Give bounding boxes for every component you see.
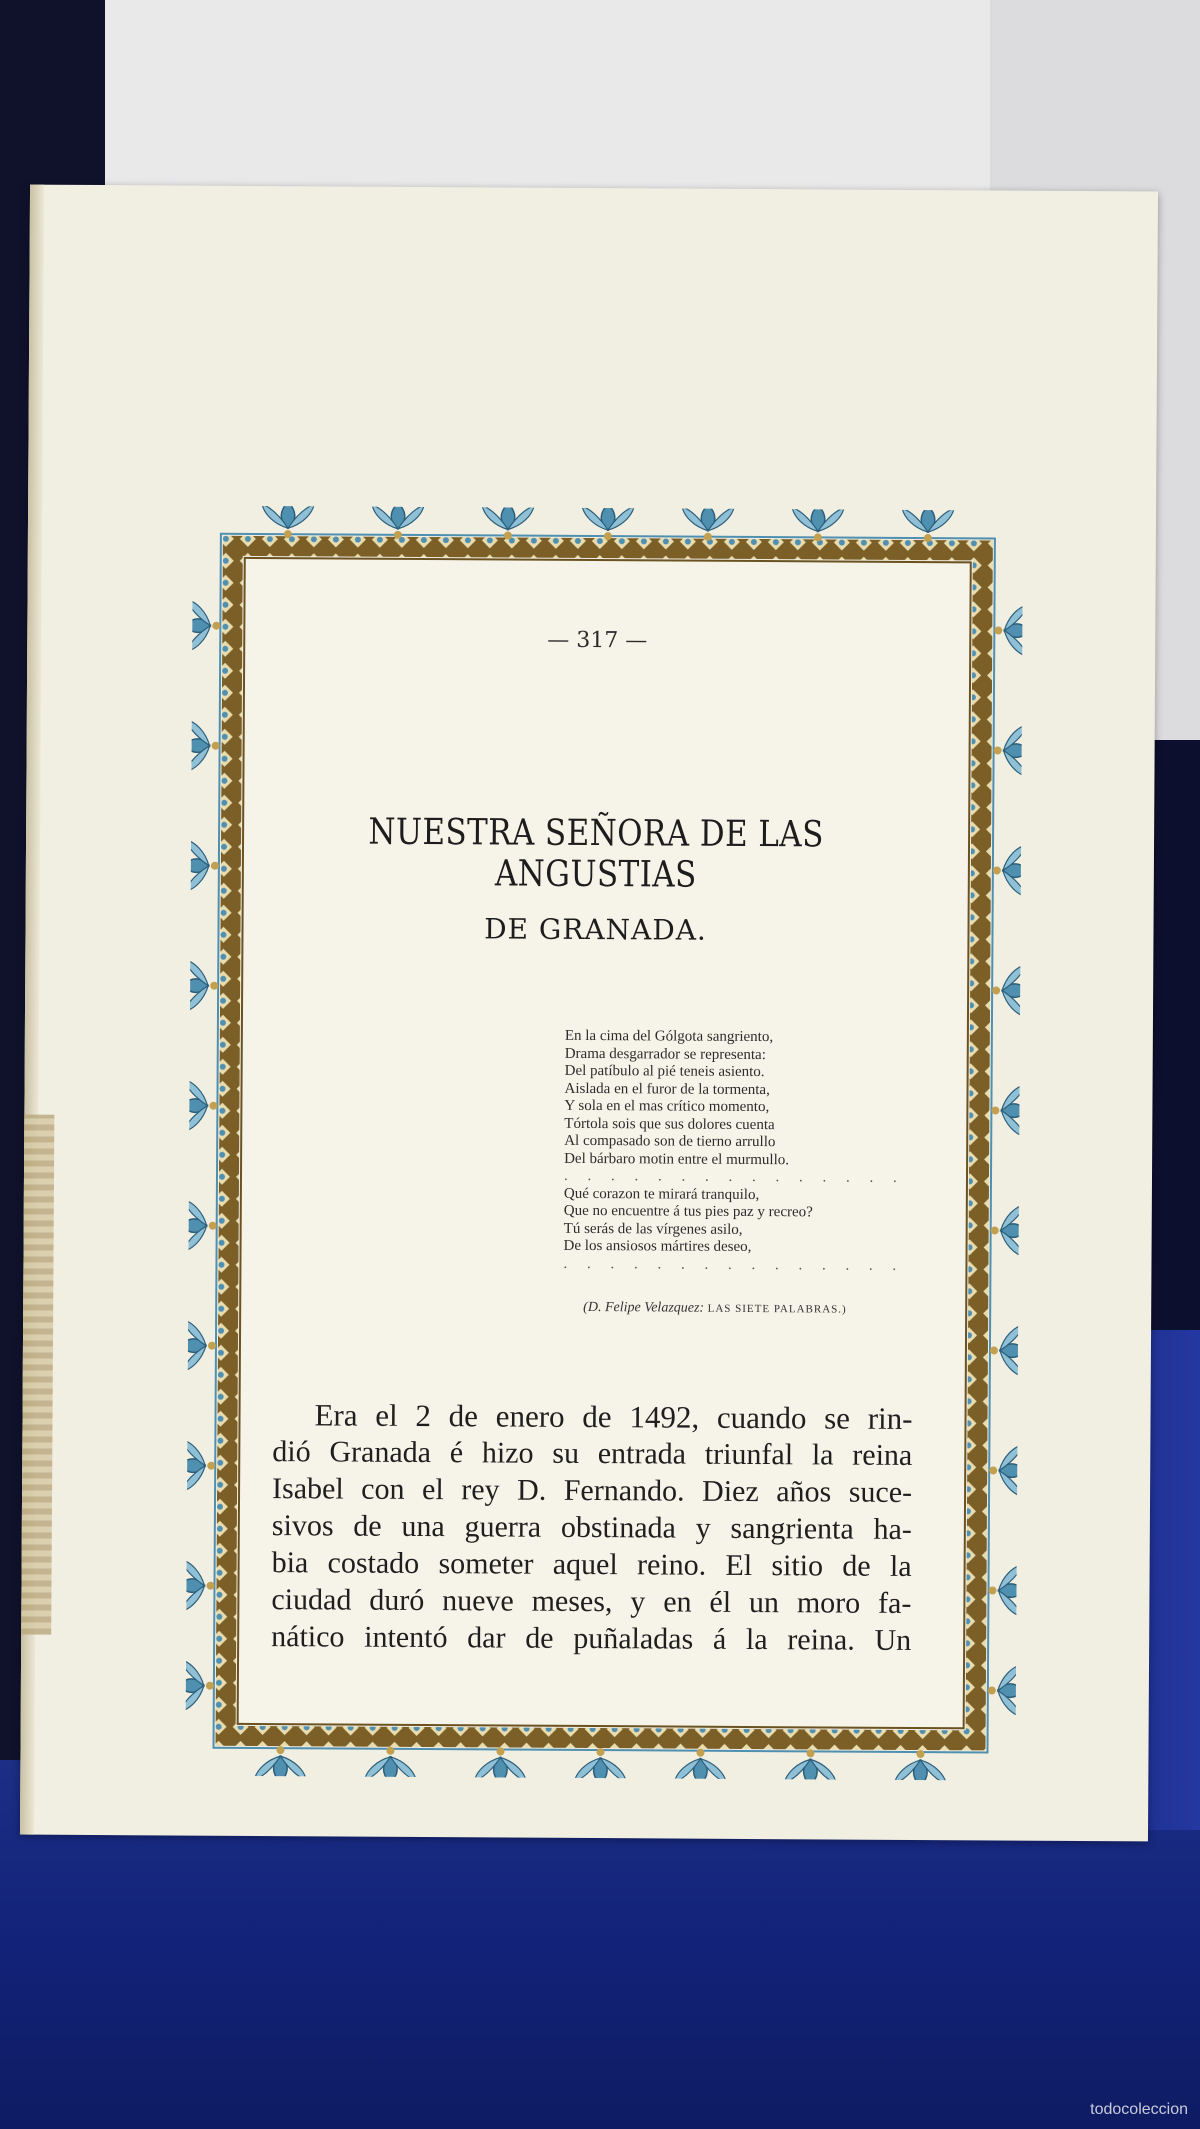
page-number: — 317 — xyxy=(547,627,648,654)
body-line: bia costado someter aquel reino. El sitio de la xyxy=(271,1546,912,1583)
poem-ellipsis: . . . . . . . . . . . . . . . xyxy=(563,1255,905,1274)
poem-line: Qué corazon te mirará tranquilo, xyxy=(563,1185,760,1203)
body-line: dió Granada é hizo su entrada triunfal la reina xyxy=(272,1435,913,1472)
chapter-subtitle: DE GRANADA. xyxy=(484,912,707,947)
binding-thread xyxy=(21,1115,54,1635)
poem-line: Aislada en el furor de la tormenta, xyxy=(564,1080,770,1098)
poem-line: Y sola en el mas crítico momento, xyxy=(564,1097,770,1116)
poem-line: Que no encuentre á tus pies paz y recreo? xyxy=(563,1202,813,1221)
chapter-title: NUESTRA SEÑORA DE LAS ANGUSTIAS xyxy=(368,811,824,896)
page-text-area xyxy=(271,586,918,1710)
poem-line: De los ansiosos mártires deseo, xyxy=(563,1237,752,1255)
body-line: Isabel con el rey D. Fernando. Diez años suce- xyxy=(271,1472,913,1509)
poem-ellipsis: . . . . . . . . . . . . . . . xyxy=(563,1167,905,1186)
poem-attribution xyxy=(583,1300,923,1318)
attribution-work: LAS SIETE PALABRAS.) xyxy=(707,1302,847,1316)
poem-line: Del bárbaro motin entre el murmullo. xyxy=(564,1150,790,1168)
book-page xyxy=(20,185,1158,1842)
attribution-author: (D. Felipe Velazquez: xyxy=(583,1299,705,1316)
body-line: ciudad duró nueve meses, y en él un moro fa- xyxy=(271,1583,912,1620)
poem-line: En la cima del Gólgota sangriento, xyxy=(564,1027,774,1046)
body-line: Era el 2 de enero de 1492, cuando se rin- xyxy=(314,1397,913,1436)
body-line: sivos de una guerra obstinada y sangrienta ha- xyxy=(271,1509,912,1546)
body-line: nático intentó dar de puñaladas á la reina. Un xyxy=(271,1620,912,1657)
poem-line: Tórtola sois que sus dolores cuenta xyxy=(564,1115,775,1133)
body-paragraph xyxy=(271,1396,913,1659)
epigraph-poem xyxy=(563,1028,904,1275)
poem-line: Del patíbulo al pié teneis asiento. xyxy=(564,1062,765,1081)
poem-line: Drama desgarrador se representa: xyxy=(564,1045,766,1063)
poem-line: Al compasado son de tierno arrullo xyxy=(564,1132,776,1151)
watermark: todocoleccion xyxy=(1090,2101,1188,2118)
poem-line: Tú serás de las vírgenes asilo, xyxy=(563,1220,743,1238)
